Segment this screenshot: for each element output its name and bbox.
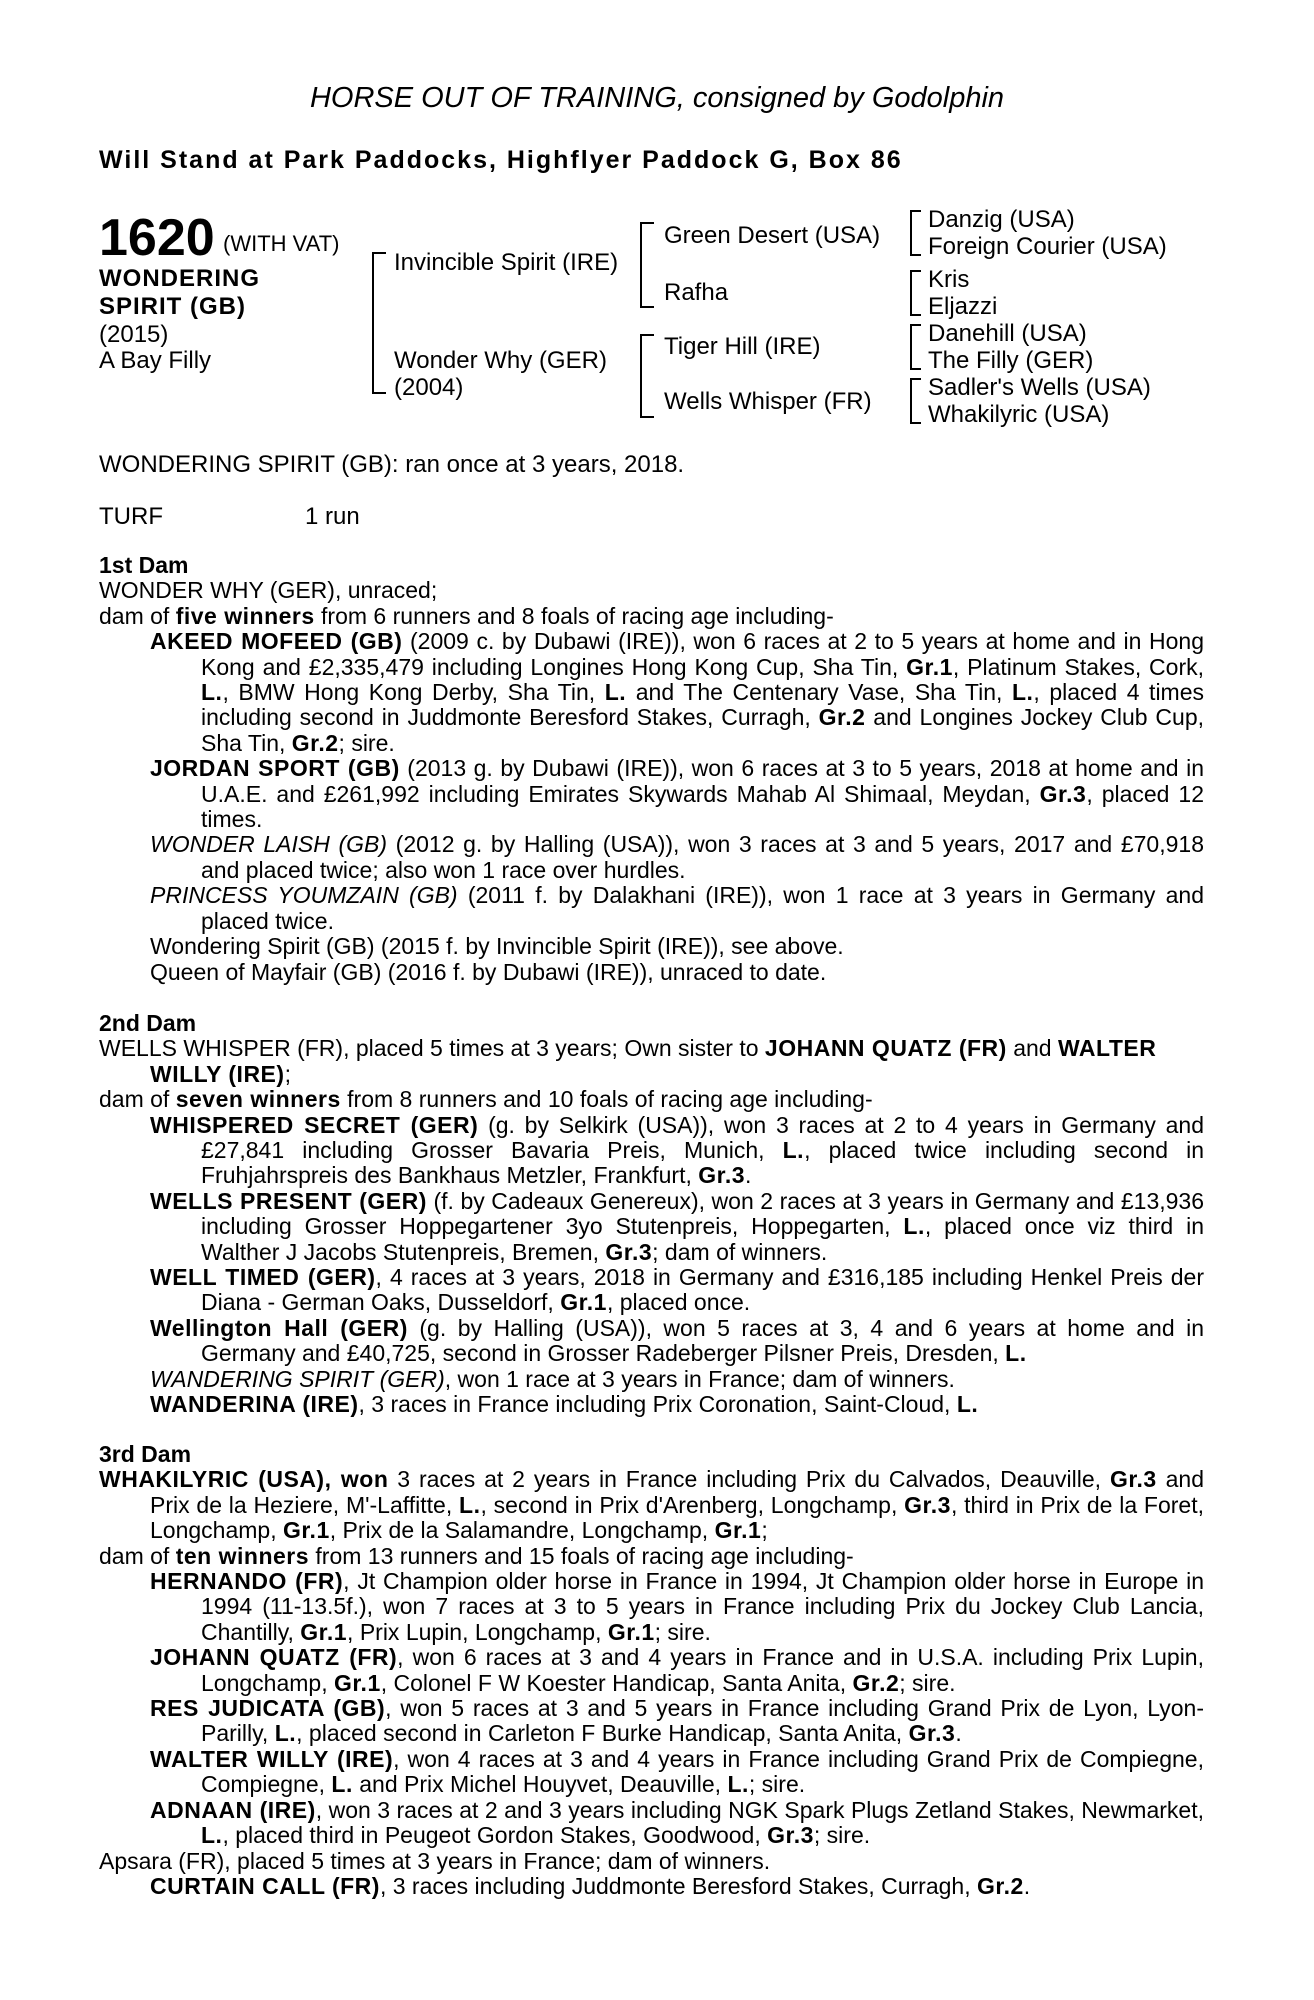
third-dam-intro: WHAKILYRIC (USA), won 3 races at 2 years in France including Prix du Calvados, Deauville, Gr.3 and Prix de la Heziere, M'-Laffitte, L., second in Prix d'Arenberg, Longchamp, Gr.3, third in Prix de la Foret, Longchamp, Gr.1, Prix de la Salamandre, Longchamp, Gr.1; bbox=[99, 1466, 1205, 1544]
horse-name-line2: SPIRIT (GB) bbox=[99, 293, 246, 320]
sire-name: Invincible Spirit (IRE) bbox=[394, 249, 619, 276]
gg-name-4: Eljazzi bbox=[928, 293, 998, 320]
produce-sub-entry: WANDERINA (IRE), 3 races in France including Prix Coronation, Saint-Cloud, L. bbox=[150, 1391, 979, 1418]
produce-entry: Wondering Spirit (GB) (2015 f. by Invincible Spirit (IRE)), see above. bbox=[150, 933, 844, 960]
produce-entry: WANDERING SPIRIT (GER), won 1 race at 3 years in France; dam of winners. bbox=[150, 1365, 955, 1392]
foaling-year: (2015) bbox=[99, 321, 169, 348]
stand-location: Will Stand at Park Paddocks, Highflyer Paddock G, Box 86 bbox=[99, 146, 903, 174]
third-dam-produce-summary: dam of ten winners from 13 runners and 15 foals of racing age including- bbox=[99, 1542, 854, 1569]
pedigree-brace-gg4 bbox=[910, 378, 921, 424]
vat-label: (WITH VAT) bbox=[223, 231, 340, 256]
produce-sub-entry: CURTAIN CALL (FR), 3 races including Juddmonte Beresford Stakes, Curragh, Gr.2. bbox=[150, 1872, 1031, 1899]
pedigree-brace-gg1 bbox=[910, 210, 921, 256]
gg-name-3: Kris bbox=[928, 266, 970, 293]
first-dam-heading: 1st Dam bbox=[99, 552, 189, 578]
gg-name-8: Whakilyric (USA) bbox=[928, 401, 1110, 428]
produce-entry: AKEED MOFEED (GB) (2009 c. by Dubawi (IRE)), won 6 races at 2 to 5 years at home and in Hong Kong and £2,335,479 including Longines Hong Kong Cup, Sha Tin, Gr.1, Platinum Stakes, Cork, L., BMW Hong Kong Derby, Sha Tin, L. and The Centenary Vase, Sha Tin, L., placed 4 times including second in Juddmonte Beresford Stakes, Curragh, Gr.2 and Longines Jockey Club Cup, Sha Tin, Gr.2; sire. bbox=[150, 628, 1205, 756]
first-dam-produce-summary: dam of five winners from 6 runners and 8 foals of racing age including- bbox=[99, 602, 834, 629]
produce-entry: PRINCESS YOUMZAIN (GB) (2011 f. by Dalakhani (IRE)), won 1 race at 3 years in Germany and placed twice. bbox=[150, 882, 1205, 934]
horse-description: A Bay Filly bbox=[99, 347, 212, 374]
gg-name-5: Danehill (USA) bbox=[928, 320, 1087, 347]
dam-sire-name: Tiger Hill (IRE) bbox=[664, 333, 821, 360]
dam-year: (2004) bbox=[394, 374, 464, 401]
second-dam-heading: 2nd Dam bbox=[99, 1010, 197, 1036]
sire-sire-name: Green Desert (USA) bbox=[664, 222, 881, 249]
produce-entry: ADNAAN (IRE), won 3 races at 2 and 3 years including NGK Spark Plugs Zetland Stakes, Newmarket, L., placed third in Peugeot Gordon Stakes, Goodwood, Gr.3; sire. bbox=[150, 1796, 1204, 1849]
produce-entry: Queen of Mayfair (GB) (2016 f. by Dubawi (IRE)), unraced to date. bbox=[150, 958, 827, 985]
produce-entry: HERNANDO (FR), Jt Champion older horse in France in 1994, Jt Champion older horse in Europe in 1994 (11-13.5f.), won 7 races at 3 to 5 years in France including Prix du Jockey Club Lancia, Chantilly, Gr.1, Prix Lupin, Longchamp, Gr.1; sire. bbox=[150, 1568, 1204, 1645]
sire-dam-name: Rafha bbox=[664, 279, 729, 306]
dam-dam-name: Wells Whisper (FR) bbox=[664, 388, 872, 415]
page-title: HORSE OUT OF TRAINING, consigned by Godolphin bbox=[309, 82, 1005, 114]
produce-entry: WALTER WILLY (IRE), won 4 races at 3 and 4 years in France including Grand Prix de Compiegne, Compiegne, L. and Prix Michel Houyvet, Deauville, L.; sire. bbox=[150, 1745, 1204, 1798]
horse-name-line1: WONDERING bbox=[99, 265, 260, 292]
first-dam-section bbox=[99, 553, 1204, 985]
produce-entry: WONDER LAISH (GB) (2012 g. by Halling (USA)), won 3 races at 3 and 5 years, 2017 and £70,918 and placed twice; also won 1 race over hurdles. bbox=[150, 831, 1204, 883]
pedigree-brace-gg3 bbox=[910, 324, 921, 370]
produce-entry: Apsara (FR), placed 5 times at 3 years in France; dam of winners. bbox=[99, 1847, 771, 1874]
race-summary: WONDERING SPIRIT (GB): ran once at 3 years, 2018. bbox=[99, 451, 685, 478]
pedigree-brace-main bbox=[372, 252, 386, 394]
gg-name-1: Danzig (USA) bbox=[928, 206, 1075, 233]
gg-name-7: Sadler's Wells (USA) bbox=[928, 374, 1151, 401]
second-dam-produce-summary: dam of seven winners from 8 runners and 10 foals of racing age including- bbox=[99, 1086, 873, 1113]
produce-entry: RES JUDICATA (GB), won 5 races at 3 and 5 years in France including Grand Prix de Lyon, Lyon-Parilly, L., placed second in Carleton F Burke Handicap, Santa Anita, Gr.3. bbox=[150, 1695, 1204, 1747]
produce-entry: JORDAN SPORT (GB) (2013 g. by Dubawi (IRE)), won 6 races at 3 to 5 years, 2018 at home and in U.A.E. and £261,992 including Emirates Skywards Mahab Al Shimaal, Meydan, Gr.3, placed 12 times. bbox=[150, 755, 1205, 833]
lot-number: 1620 bbox=[99, 209, 215, 267]
third-dam-heading: 3rd Dam bbox=[99, 1441, 192, 1467]
first-dam-intro: WONDER WHY (GER), unraced; bbox=[99, 577, 438, 604]
second-dam-intro: WELLS WHISPER (FR), placed 5 times at 3 years; Own sister to JOHANN QUATZ (FR) and WALTER WILLY (IRE); bbox=[99, 1035, 1157, 1087]
pedigree-brace-sire bbox=[640, 222, 654, 308]
second-dam-section bbox=[99, 1011, 1204, 1418]
pedigree-brace-gg2 bbox=[910, 270, 921, 316]
gg-name-2: Foreign Courier (USA) bbox=[928, 233, 1167, 260]
produce-entry: WELLS PRESENT (GER) (f. by Cadeaux Genereux), won 2 races at 3 years in Germany and £13,936 including Grosser Hoppegartener 3yo Stutenpreis, Hoppegarten, L., placed once viz third in Walther J Jacobs Stutenpreis, Bremen, Gr.3; dam of winners. bbox=[150, 1187, 1205, 1265]
produce-entry: WHISPERED SECRET (GER) (g. by Selkirk (USA)), won 3 races at 2 to 4 years in Germany and £27,841 including Grosser Bavaria Preis, Munich, L., placed twice including second in Fruhjahrspreis des Bankhaus Metzler, Frankfurt, Gr.3. bbox=[150, 1111, 1204, 1189]
third-dam-section bbox=[99, 1442, 1204, 1899]
produce-sub-entry: WELL TIMED (GER), 4 races at 3 years, 2018 in Germany and £316,185 including Henkel Preis der Diana - German Oaks, Dusseldorf, Gr.1, placed once. bbox=[150, 1264, 1204, 1316]
produce-entry: JOHANN QUATZ (FR), won 6 races at 3 and 4 years in France and in U.S.A. including Prix Lupin, Longchamp, Gr.1, Colonel F W Koester Handicap, Santa Anita, Gr.2; sire. bbox=[150, 1644, 1204, 1696]
gg-name-6: The Filly (GER) bbox=[928, 347, 1094, 374]
record-surface: TURF bbox=[99, 503, 163, 530]
pedigree-brace-dam bbox=[640, 334, 654, 418]
produce-entry: Wellington Hall (GER) (g. by Halling (USA)), won 5 races at 3, 4 and 6 years at home and in Germany and £40,725, second in Grosser Radeberger Pilsner Preis, Dresden, L. bbox=[150, 1314, 1204, 1367]
record-runs: 1 run bbox=[305, 503, 360, 530]
dam-name: Wonder Why (GER) bbox=[394, 347, 607, 374]
